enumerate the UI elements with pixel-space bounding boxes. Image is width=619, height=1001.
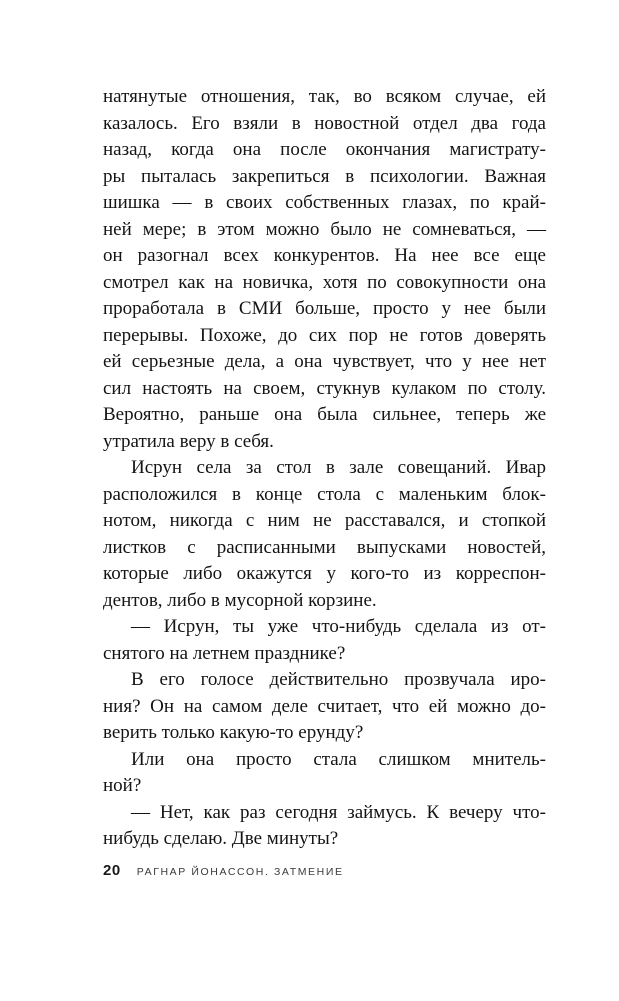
- text-line: нибудь сделаю. Две минуты?: [103, 828, 339, 849]
- text-line: — Исрун, ты уже что-нибудь сделала из от-: [131, 616, 546, 637]
- text-line: ей серьезные дела, а она чувствует, что у нее нет: [103, 351, 546, 372]
- text-line: ной?: [103, 775, 142, 796]
- text-line: натянутые отношения, так, во всяком случае, ей: [103, 86, 546, 107]
- text-line: ней мере; в этом можно было не сомневаться, —: [103, 218, 546, 240]
- text-line: снятого на летнем празднике?: [103, 642, 346, 664]
- text-line: ния? Он на самом деле считает, что ей можно до-: [103, 695, 546, 717]
- text-line: В его голосе действительно прозвучала иро-: [131, 669, 546, 690]
- text-line: ры пыталась закрепиться в психологии. Важная: [103, 165, 546, 187]
- text-line: он разогнал всех конкурентов. На нее все еще: [103, 245, 546, 266]
- paragraph-dialogue: [103, 614, 546, 667]
- text-line: Или она просто стала слишком мнитель-: [131, 748, 546, 770]
- text-line: проработала в СМИ больше, просто у нее были: [103, 298, 546, 319]
- text-line: Вероятно, раньше она была сильнее, теперь же: [103, 404, 546, 425]
- text-line: сил настоять на своем, стукнув кулаком по столу.: [103, 377, 546, 399]
- paragraph: [103, 667, 546, 747]
- text-line: перерывы. Похоже, до сих пор не готов доверять: [103, 324, 546, 346]
- text-line: — Нет, как раз сегодня займусь. К вечеру что-: [131, 801, 546, 823]
- page-footer: [103, 862, 546, 879]
- text-line: верить только какую-то ерунду?: [103, 722, 364, 743]
- paragraph: [103, 84, 546, 455]
- paragraph-dialogue: [103, 800, 546, 853]
- page-number: 20: [103, 862, 121, 879]
- text-line: смотрел как на новичка, хотя по совокупности она: [103, 271, 546, 293]
- page-text: [103, 84, 546, 853]
- text-line: дентов, либо в мусорной корзине.: [103, 589, 377, 611]
- text-line: шишка — в своих собственных глазах, по край-: [103, 192, 546, 213]
- text-line: Исрун села за стол в зале совещаний. Ивар: [131, 457, 546, 478]
- text-line: нотом, никогда с ним не расставался, и стопкой: [103, 510, 546, 531]
- text-line: казалось. Его взяли в новостной отдел два года: [103, 112, 546, 134]
- paragraph: [103, 455, 546, 614]
- text-line: утратила веру в себя.: [103, 430, 274, 452]
- text-line: листков с расписанными выпусками новостей,: [103, 536, 546, 558]
- text-line: назад, когда она после окончания магистрату-: [103, 139, 546, 160]
- paragraph: [103, 747, 546, 800]
- text-line: которые либо окажутся у кого-то из корреспон-: [103, 563, 546, 584]
- text-line: расположился в конце стола с маленьким блок-: [103, 483, 546, 505]
- running-title: РАГНАР ЙОНАССОН. ЗАТМЕНИЕ: [136, 866, 344, 878]
